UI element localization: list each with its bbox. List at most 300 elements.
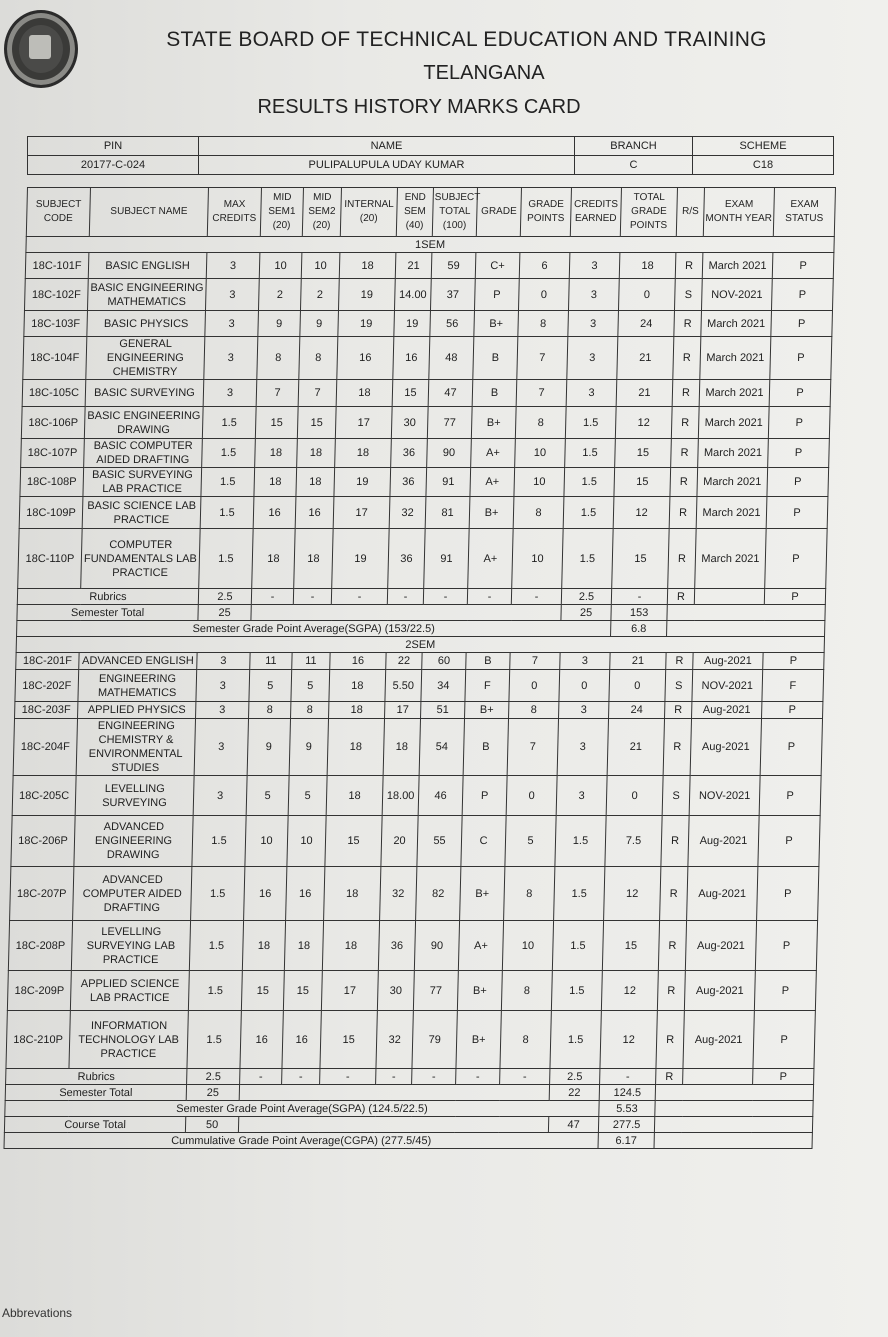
exam-status: P [760, 719, 822, 776]
max-credits: 3 [204, 337, 258, 380]
subject-name: BASIC ENGINEERING MATHEMATICS [87, 279, 206, 311]
grade: B+ [457, 971, 502, 1011]
internal: 19 [332, 529, 389, 589]
end-sem: 36 [388, 529, 425, 589]
rubrics-status: P [753, 1069, 814, 1085]
rs: S [674, 279, 702, 311]
pin-label: PIN [28, 137, 199, 156]
end-sem: 30 [377, 971, 414, 1011]
grade-points: 7 [507, 719, 558, 776]
end-sem: 19 [394, 311, 431, 337]
semester-heading-row [16, 637, 824, 653]
subject-total: 90 [414, 921, 459, 971]
mid-sem1: 11 [250, 653, 292, 670]
total-grade-points: 18 [619, 253, 676, 279]
exam-status: P [769, 380, 831, 407]
end-sem: 5.50 [385, 670, 422, 702]
grade: B+ [456, 1011, 501, 1069]
branch-value: C [575, 156, 693, 175]
subject-row [22, 380, 831, 407]
column-header-total-grade-points: TOTAL GRADE POINTS [620, 188, 677, 237]
grade: A+ [468, 529, 513, 589]
mid-sem1: 5 [246, 776, 289, 816]
exam-status: P [772, 253, 834, 279]
max-credits: 1.5 [192, 816, 246, 867]
grade-points: 8 [501, 971, 552, 1011]
sgpa-label: Semester Grade Point Average(SGPA) (153/22.5) [17, 621, 611, 637]
grade: A+ [471, 439, 516, 468]
rubrics-gp: - [511, 589, 561, 605]
rubrics-label: Rubrics [6, 1069, 187, 1085]
subject-row [15, 670, 824, 702]
semester-total-row [5, 1085, 813, 1101]
mid-sem2: 16 [295, 497, 334, 529]
semester-total-credits: 22 [549, 1085, 599, 1101]
column-header-mid-sem1: MID SEM1 (20) [260, 188, 303, 237]
mid-sem2: 18 [294, 529, 333, 589]
total-grade-points: 21 [616, 380, 673, 407]
internal: 19 [338, 311, 395, 337]
rubrics-gp: - [500, 1069, 550, 1085]
mid-sem1: 2 [258, 279, 301, 311]
subject-code: 18C-203F [15, 702, 78, 719]
mid-sem2: 16 [286, 867, 325, 921]
rubrics-tgp: - [600, 1069, 656, 1085]
subject-code: 18C-108P [20, 468, 84, 497]
exam-month-year: NOV-2021 [701, 279, 772, 311]
subject-total: 56 [430, 311, 475, 337]
subject-row [21, 439, 830, 468]
mid-sem2: 8 [299, 337, 338, 380]
state-title: TELANGANA [423, 62, 545, 84]
rubrics-total: - [423, 589, 467, 605]
subject-total: 34 [421, 670, 466, 702]
semester-heading: 2SEM [16, 637, 824, 653]
column-header-exam-status: EXAM STATUS [773, 188, 835, 237]
exam-month-year: March 2021 [695, 529, 766, 589]
subject-total: 77 [413, 971, 458, 1011]
mid-sem2: 18 [284, 921, 323, 971]
subject-name: ENGINEERING CHEMISTRY & ENVIRONMENTAL STUDIES [76, 719, 195, 776]
rubrics-grade: - [467, 589, 511, 605]
rs: R [665, 702, 692, 719]
subject-name: ADVANCED ENGLISH [79, 653, 197, 670]
total-grade-points: 15 [614, 468, 671, 497]
rs: S [662, 776, 690, 816]
exam-month-year: March 2021 [700, 337, 771, 380]
credits-earned: 1.5 [551, 971, 602, 1011]
max-credits: 3 [196, 670, 250, 702]
credits-earned: 3 [560, 653, 610, 670]
max-credits: 3 [205, 279, 259, 311]
column-header-mid-sem2: MID SEM2 (20) [302, 188, 341, 237]
subject-code: 18C-204F [13, 719, 77, 776]
total-grade-points: 12 [601, 971, 658, 1011]
mid-sem2: 2 [300, 279, 339, 311]
subject-row [21, 407, 830, 439]
sgpa-row [5, 1101, 813, 1117]
grade: F [465, 670, 510, 702]
subject-name: BASIC COMPUTER AIDED DRAFTING [84, 439, 203, 468]
exam-month-year: March 2021 [702, 253, 773, 279]
grade: B+ [471, 407, 516, 439]
semester-total-grade-points: 153 [611, 605, 667, 621]
column-header-subject-name: SUBJECT NAME [89, 188, 208, 237]
credits-earned: 0 [559, 670, 610, 702]
max-credits: 3 [196, 702, 249, 719]
mid-sem1: 7 [256, 380, 299, 407]
subject-name: APPLIED SCIENCE LAB PRACTICE [70, 971, 189, 1011]
total-grade-points: 12 [613, 497, 670, 529]
credits-earned: 3 [557, 719, 608, 776]
name-label: NAME [199, 137, 575, 156]
abbreviations-label: Abbrevations [2, 1306, 73, 1320]
credits-earned: 1.5 [555, 816, 606, 867]
credits-earned: 3 [569, 253, 620, 279]
credits-earned: 3 [566, 380, 617, 407]
cgpa-label: Cummulative Grade Point Average(CGPA) (277.5/45) [4, 1133, 598, 1149]
subject-total: 60 [422, 653, 466, 670]
rubrics-month [694, 589, 764, 605]
subject-row [16, 653, 824, 670]
grade-points: 7 [517, 337, 568, 380]
internal: 15 [325, 816, 382, 867]
mid-sem2: 5 [291, 670, 330, 702]
grade-points: 6 [519, 253, 570, 279]
credits-earned: 1.5 [554, 867, 605, 921]
internal: 17 [333, 497, 390, 529]
marks-table [3, 187, 836, 1149]
course-total-label: Course Total [4, 1117, 185, 1133]
exam-status: P [768, 439, 830, 468]
credits-earned: 1.5 [565, 439, 616, 468]
semester-total-blank [239, 1085, 549, 1101]
exam-status: P [757, 867, 819, 921]
max-credits: 3 [206, 253, 260, 279]
exam-status: P [770, 337, 832, 380]
subject-name: BASIC PHYSICS [87, 311, 206, 337]
subject-row [6, 1011, 815, 1069]
total-grade-points: 24 [618, 311, 675, 337]
subject-code: 18C-207P [10, 867, 74, 921]
subject-name: INFORMATION TECHNOLOGY LAB PRACTICE [69, 1011, 188, 1069]
grade-points: 8 [500, 1011, 551, 1069]
grade: B [473, 337, 518, 380]
max-credits: 1.5 [201, 468, 255, 497]
subject-total: 79 [412, 1011, 457, 1069]
subject-name: APPLIED PHYSICS [78, 702, 196, 719]
subject-total: 91 [426, 468, 471, 497]
grade-points: 8 [513, 497, 564, 529]
exam-month-year: March 2021 [699, 380, 770, 407]
total-grade-points: 12 [604, 867, 661, 921]
rubrics-credits: 2.5 [550, 1069, 600, 1085]
subject-total: 82 [416, 867, 461, 921]
course-total-tail [654, 1117, 812, 1133]
total-grade-points: 0 [609, 670, 666, 702]
rs: R [670, 468, 698, 497]
subject-total: 55 [417, 816, 462, 867]
semester-heading: 1SEM [26, 237, 834, 253]
end-sem: 30 [391, 407, 428, 439]
subject-code: 18C-109P [19, 497, 83, 529]
exam-month-year: March 2021 [701, 311, 772, 337]
credits-earned: 3 [568, 279, 619, 311]
internal: 18 [327, 719, 384, 776]
end-sem: 36 [378, 921, 415, 971]
subject-code: 18C-104F [23, 337, 87, 380]
total-grade-points: 7.5 [605, 816, 662, 867]
subject-name: ENGINEERING MATHEMATICS [78, 670, 197, 702]
credits-earned: 1.5 [552, 921, 603, 971]
max-credits: 3 [194, 719, 248, 776]
exam-status: P [753, 1011, 815, 1069]
exam-month-year: March 2021 [698, 439, 769, 468]
student-info-table [27, 136, 834, 175]
rubrics-total: - [412, 1069, 456, 1085]
rubrics-max: 2.5 [198, 589, 251, 605]
rs: R [671, 407, 699, 439]
semester-total-max: 25 [198, 605, 251, 621]
pin-value: 20177-C-024 [28, 156, 199, 175]
mid-sem1: 16 [240, 1011, 283, 1069]
total-grade-points: 21 [607, 719, 664, 776]
subject-name: BASIC SCIENCE LAB PRACTICE [82, 497, 201, 529]
name-value: PULIPALUPULA UDAY KUMAR [199, 156, 575, 175]
mid-sem2: 11 [292, 653, 330, 670]
total-grade-points: 21 [610, 653, 666, 670]
total-grade-points: 24 [609, 702, 665, 719]
exam-status: P [754, 971, 816, 1011]
max-credits: 3 [197, 653, 250, 670]
rubrics-status: P [764, 589, 825, 605]
subject-total: 54 [419, 719, 464, 776]
mid-sem2: 15 [283, 971, 322, 1011]
subject-name: LEVELLING SURVEYING [75, 776, 194, 816]
rs: R [675, 253, 703, 279]
rubrics-internal: - [331, 589, 387, 605]
exam-status: P [771, 279, 833, 311]
semester-total-label: Semester Total [5, 1085, 186, 1101]
column-header-internal: INTERNAL (20) [340, 188, 397, 237]
sgpa-tail [655, 1101, 813, 1117]
rs: R [660, 867, 688, 921]
internal: 18 [326, 776, 383, 816]
exam-month-year: Aug-2021 [693, 653, 763, 670]
column-header-max-credits: MAX CREDITS [207, 188, 261, 237]
subject-row [13, 719, 822, 776]
course-total-row [4, 1117, 812, 1133]
exam-status: P [766, 497, 828, 529]
credits-earned: 1.5 [563, 497, 614, 529]
max-credits: 1.5 [200, 497, 254, 529]
subject-total: 59 [431, 253, 476, 279]
credits-earned: 3 [556, 776, 607, 816]
grade-points: 10 [515, 439, 566, 468]
rs: R [657, 971, 685, 1011]
subject-code: 18C-107P [21, 439, 85, 468]
grade-points: 8 [515, 407, 566, 439]
rubrics-label: Rubrics [17, 589, 198, 605]
mid-sem1: 16 [253, 497, 296, 529]
internal: 17 [321, 971, 378, 1011]
mid-sem2: 8 [291, 702, 329, 719]
subject-name: ADVANCED ENGINEERING DRAWING [74, 816, 193, 867]
mid-sem2: 18 [296, 468, 335, 497]
grade: B [463, 719, 508, 776]
cgpa-value: 6.17 [598, 1133, 654, 1149]
subject-code: 18C-210P [6, 1011, 70, 1069]
exam-month-year: Aug-2021 [683, 1011, 754, 1069]
subject-code: 18C-102F [24, 279, 88, 311]
subject-row [23, 337, 832, 380]
internal: 18 [336, 380, 393, 407]
end-sem: 18 [383, 719, 420, 776]
credits-earned: 3 [568, 311, 619, 337]
exam-month-year: NOV-2021 [692, 670, 763, 702]
grade-points: 0 [509, 670, 560, 702]
internal: 17 [335, 407, 392, 439]
subject-total: 47 [428, 380, 473, 407]
subject-name: LEVELLING SURVEYING LAB PRACTICE [71, 921, 190, 971]
column-header-grade-points: GRADE POINTS [520, 188, 571, 237]
branch-label: BRANCH [575, 137, 693, 156]
rs: R [673, 337, 701, 380]
internal: 18 [322, 921, 379, 971]
rubrics-tgp: - [611, 589, 667, 605]
grade-points: 10 [502, 921, 553, 971]
grade: B+ [469, 497, 514, 529]
subject-total: 77 [427, 407, 472, 439]
grade: B [472, 380, 517, 407]
subject-row [10, 867, 819, 921]
rubrics-end: - [376, 1069, 412, 1085]
semester-total-credits: 25 [561, 605, 611, 621]
mid-sem1: 9 [247, 719, 290, 776]
exam-month-year: Aug-2021 [687, 867, 758, 921]
internal: 18 [335, 439, 392, 468]
max-credits: 3 [193, 776, 247, 816]
subject-row [24, 311, 833, 337]
internal: 19 [338, 279, 395, 311]
internal: 18 [339, 253, 396, 279]
column-header-subject-total: SUBJECT TOTAL (100) [432, 188, 477, 237]
subject-row [24, 279, 833, 311]
rubrics-mid2: - [293, 589, 331, 605]
exam-month-year: Aug-2021 [685, 921, 756, 971]
subject-row [19, 497, 828, 529]
grade: B [466, 653, 510, 670]
subject-total: 91 [424, 529, 469, 589]
scheme-value: C18 [693, 156, 834, 175]
grade: C [461, 816, 506, 867]
semester-total-blank [251, 605, 561, 621]
total-grade-points: 0 [606, 776, 663, 816]
board-title: STATE BOARD OF TECHNICAL EDUCATION AND TRAINING [166, 28, 767, 51]
cgpa-row [4, 1133, 812, 1149]
subject-row [25, 253, 834, 279]
exam-status: P [762, 702, 823, 719]
rubrics-internal: - [320, 1069, 376, 1085]
mid-sem2: 7 [298, 380, 337, 407]
exam-status: P [759, 776, 821, 816]
grade-points: 5 [505, 816, 556, 867]
max-credits: 1.5 [199, 529, 253, 589]
grade: B+ [474, 311, 519, 337]
subject-row [15, 702, 823, 719]
mid-sem1: 15 [255, 407, 298, 439]
exam-month-year: Aug-2021 [684, 971, 755, 1011]
total-grade-points: 15 [612, 529, 669, 589]
subject-name: GENERAL ENGINEERING CHEMISTRY [86, 337, 205, 380]
internal: 18 [329, 670, 386, 702]
exam-month-year: Aug-2021 [692, 702, 762, 719]
column-header-grade: GRADE [476, 188, 521, 237]
rs: R [666, 653, 693, 670]
subject-code: 18C-202F [15, 670, 79, 702]
end-sem: 20 [381, 816, 418, 867]
mid-sem2: 16 [282, 1011, 321, 1069]
grade: B+ [460, 867, 505, 921]
exam-status: P [765, 529, 827, 589]
end-sem: 22 [386, 653, 422, 670]
exam-status: P [755, 921, 817, 971]
exam-month-year: Aug-2021 [688, 816, 759, 867]
grade-points: 8 [518, 311, 569, 337]
subject-total: 51 [421, 702, 465, 719]
rubrics-month [683, 1069, 753, 1085]
rubrics-grade: - [456, 1069, 500, 1085]
subject-total: 37 [430, 279, 475, 311]
subject-total: 46 [418, 776, 463, 816]
grade-points: 7 [510, 653, 560, 670]
subject-total: 48 [429, 337, 474, 380]
rubrics-rs: R [667, 589, 694, 605]
mid-sem1: 10 [245, 816, 288, 867]
subject-row [11, 816, 820, 867]
grade-points: 0 [518, 279, 569, 311]
column-header-end-sem: END SEM (40) [396, 188, 433, 237]
internal: 18 [324, 867, 381, 921]
column-header-row [26, 188, 835, 237]
mid-sem2: 10 [287, 816, 326, 867]
grade: C+ [475, 253, 520, 279]
max-credits: 1.5 [187, 1011, 241, 1069]
rs: R [661, 816, 689, 867]
mid-sem2: 18 [297, 439, 336, 468]
max-credits: 1.5 [188, 971, 242, 1011]
max-credits: 1.5 [189, 921, 243, 971]
subject-code: 18C-201F [16, 653, 79, 670]
total-grade-points: 0 [618, 279, 675, 311]
mid-sem2: 9 [300, 311, 339, 337]
sgpa-tail [667, 621, 825, 637]
grade-points: 8 [509, 702, 559, 719]
credits-earned: 1.5 [564, 468, 615, 497]
exam-month-year: Aug-2021 [690, 719, 761, 776]
semester-heading-row [26, 237, 834, 253]
semester-total-label: Semester Total [17, 605, 198, 621]
course-total-grade-points: 277.5 [598, 1117, 654, 1133]
subject-row [20, 468, 829, 497]
grade: P [474, 279, 519, 311]
rubrics-mid2: - [282, 1069, 320, 1085]
mid-sem1: 16 [244, 867, 287, 921]
end-sem: 36 [391, 439, 428, 468]
exam-status: P [763, 653, 824, 670]
rubrics-row [17, 589, 825, 605]
exam-month-year: March 2021 [696, 497, 767, 529]
